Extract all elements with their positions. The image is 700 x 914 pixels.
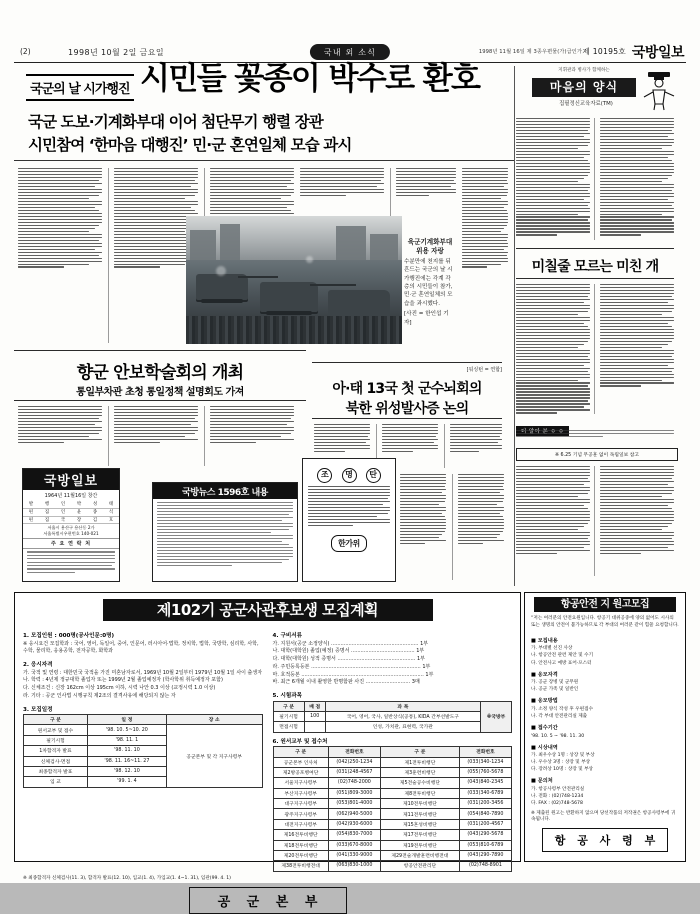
photo-tank [260,282,318,312]
masthead-row: 편 집 인 윤 종 석 [23,509,119,517]
lead-column-5 [396,168,456,220]
masthead-contacts-title: 주 요 연 락 처 [23,538,119,549]
table-cell: '98. 11. 1 [87,735,166,745]
table-cell: (033)670-8000 [328,840,380,850]
table-cell: 공군본부 및 각 지구사령부 [166,725,262,787]
rail-column-6 [600,466,674,556]
table-row [273,850,512,860]
ad-section-line: 나. 학력 : 4년제 정규대학 졸업자 또는 1999년 2월 졸업예정자 (학사학위 취득예정자 포함) [23,677,223,684]
ad-section-head: 1. 모집인원 : 000명(공사인문:0명) [23,633,115,639]
ad-section-head: 5. 시험과목 [272,693,303,699]
table-cell: (043)840-2345 [459,778,511,788]
ad-right-line: 나. 각 부대 안전관리실 제출 [531,713,588,719]
page-number: (2) [20,47,31,56]
photo-building [220,224,240,260]
table-cell: (062)940-5000 [328,809,380,819]
table-header-cell: 구 분 [380,747,459,757]
column-divider [594,284,595,414]
table-cell: 제20전투비행단 [273,850,328,860]
table-header-cell: 구 분 [273,747,328,757]
table-cell: 제3훈련비행단 [380,767,459,777]
issue-meta: 1998년 11월 16일 제 3종우편물(가)급인가 [478,49,582,55]
ad-right-footnote: ※ 제출된 원고는 반환하지 않으며 당선작품의 저작권은 항공사령부에 귀속됩니다. [531,811,676,823]
table-header-cell: 과 목 [325,701,480,711]
ad-section-line: ※ 응시요건 모집학과 : 국어, 영어, 독일어, 중어, 인문어, 러시아어·법학, 정치학, 법학, 국방학, 심리학, 사학, 수학, 물리학, 응용공학, 전자공학, 화학과 [23,640,259,655]
table-cell: 제29전술개발훈련비행전대 [380,850,459,860]
table-cell: 필기시험 [24,735,88,745]
table-row [273,840,512,850]
story-headline-hyanggun: 향군 안보학술회의 개최 [76,363,244,383]
photo-flare [216,266,226,276]
table-row [273,819,512,829]
topic-pill: 국내 외 소식 [310,44,390,60]
table-row [273,767,512,777]
table-cell: 서울지구사령부 [273,778,328,788]
table-header-row [24,715,263,725]
table-cell: 제1전투비행단 [380,757,459,767]
table-cell: 제8전투비행단 [380,788,459,798]
masthead-box [22,468,120,582]
table-cell: 광주지구사령부 [273,809,328,819]
ad-right-line: 가. 항공사령부 안전관리실 [531,786,585,792]
table-header-cell: 구 분 [24,715,88,725]
lead-rule [14,160,514,161]
ad-right-intro: “저는 여러분의 안전요원입니다. 항공기 대위공중에 양의 없어도 시사의 또는 생명의 안전이 불가능하므로 각 부대의 여러분 같이 힘쓸 요청합니다. [531,616,679,628]
table-cell: (033)340-6789 [459,788,511,798]
ad-section-line: 라. 기타 : 공군 인사법 시행규칙 제2조의 결격사유에 해당되지 않는 자 [23,692,176,699]
table-row [273,778,512,788]
aviation-safety-ad [524,592,686,862]
column-divider [390,168,391,220]
ad-right-section-head: ■ 접수기간 [531,725,558,732]
table-cell: '98. 11. 10 [87,746,166,756]
table-cell: 부산지구사령부 [273,788,328,798]
ap-column-3 [450,424,502,468]
air-force-recruitment-ad [14,592,521,910]
ad-right-title: 항공안전 지 원고모집 [534,597,676,612]
lead-photo [186,216,402,344]
table-cell: 필기시험 [273,711,304,721]
ad-section-line: 라. 주민등록등본 ..................................................................... 1부 [272,663,431,670]
table-cell: '98. 12. 10 [87,766,166,776]
ad-title: 제102기 공군사관후보생 모집계획 [103,599,433,621]
table-cell: (031)200-4567 [459,819,511,829]
lead-kicker: 국군의 날 시가행진 [26,74,134,101]
table-cell: 제38전투비행전대 [273,861,328,871]
masthead-row: 편 집 국 장 김 호 [23,517,119,525]
rail-rule [516,278,674,279]
hyanggun-column-1 [18,406,102,466]
story-headline-ap-1: 아·태 13국 첫 군수뇌회의 [332,381,482,397]
news-box [152,482,298,582]
masthead-address-2: 서울특별시우편번호 140-021 [43,531,99,537]
ad-right-line: 가. 소정 양식 작성 후 우편접수 [531,706,594,712]
table-cell: (053)810-6789 [459,840,511,850]
masthead-address-1: 서울시 용산구 용산동 2가 [47,525,95,531]
ad-right-section-head: ■ 모집내용 [531,637,558,644]
column-divider [444,424,445,468]
table-cell: (033)340-1234 [459,757,511,767]
filler-column-2 [458,474,504,580]
ad-right-line: '98. 10. 5 ~ '98. 11. 30 [531,733,585,739]
ad-right-line: 다. 안전사고 예방 표어·포스터 [531,660,592,666]
table-cell: 제10전투비행단 [380,799,459,809]
table-cell: 항공안전관리단 [380,861,459,871]
jomyeongtan-body [303,484,395,530]
table-cell: ※국방부 [481,701,512,732]
photo-flare [306,256,313,263]
table-cell: 제11전투비행단 [380,809,459,819]
ad-right-line: 다. 장려상 10명 : 상장 및 부상 [531,767,593,773]
table-cell: '98. 10. 5~10. 20 [87,725,166,735]
table-header-cell: 배 점 [304,701,325,711]
news-box-title: 국방뉴스 1596호 내용 [153,483,297,499]
table-cell: 공군본부 인사처 [273,757,328,767]
table-cell: '99. 1. 4 [87,777,166,787]
table-cell: (041)330-9000 [328,850,380,860]
table-cell: 면접시험 [273,722,304,732]
masthead-row: 발 행 인 박 성 태 [23,501,119,509]
column-divider [594,118,595,240]
asiapacific-byline: [워싱턴 = 연합] [466,367,502,373]
rail-column-5 [516,466,590,556]
table-cell: (063)830-1000 [328,861,380,871]
rail-rule [516,248,674,249]
ad-right-line: 가. 최우수상 1명 : 상장 및 부상 [531,753,595,759]
column-divider [594,466,595,576]
ad-right-line: 가. 공군 장병 및 군무원 [531,680,579,686]
photo-caption-title: 육군기계화부대 위용 자랑 [407,238,453,255]
ad-right-line: 가. 부대별 선진 사상 [531,646,573,652]
table-cell: (031)200-3456 [459,799,511,809]
table-row [273,861,512,871]
ad-right-section-head: ■ 시상내역 [531,744,558,751]
table-header-cell: 일 정 [87,715,166,725]
lead-column-1 [18,168,102,343]
column-divider [204,406,205,466]
table-cell: 제16전투비행단 [273,830,328,840]
table-cell: (054)830-7000 [328,830,380,840]
column-divider [108,168,109,343]
ad-right-line: 나. 공군 가족 및 일반인 [531,687,579,693]
maum-box-title: 마음의 양식 [532,78,636,97]
table-row [273,809,512,819]
circle-char-myeong: 명 [342,468,357,483]
table-cell: 인성, 가치관, 표현력, 국가관 [325,722,480,732]
photo-credit: [사진 = 한인섭 기자] [404,311,449,326]
paper-brand: 국방일보 [631,45,684,61]
rail-footer-lines [516,430,674,439]
table-cell: 제15혼성비행단 [380,819,459,829]
table-cell: 제18전투비행단 [273,840,328,850]
rail-footer-note: ※ 6.25 기념 무공훈 없이 독립일보 참고 [516,448,678,461]
photo-building [190,230,216,260]
ad-section-head: 6. 원서교부 및 접수처 [272,738,328,745]
photo-crowd [186,316,402,344]
photo-caption [404,238,456,327]
right-rail [514,66,686,586]
ad-section-head: 4. 구비서류 [272,633,303,639]
bottom-ads [14,592,686,910]
story-subhead-hyanggun: 통일부차관 초청 통일정책 설명회도 가져 [76,387,244,398]
table-row [273,799,512,809]
hangawi-stamp: 한가위 [331,535,367,552]
table-cell: (043)290-5678 [459,830,511,840]
ad-section-line: 가. 지원서(공군 소정양식) ....................................................... 1부 [272,640,429,647]
ad-right-section-head: ■ 응모자격 [531,671,558,678]
table-header-row [273,701,512,711]
table-cell: 신체검사·면접 [24,756,88,766]
table-cell: 최종합격자 발표 [24,766,88,776]
table-cell: (031)248-4567 [328,767,380,777]
table-cell: 국어, 영어, 국사, 일반상식(공통), KIDA 간부선발도구 [325,711,480,721]
lead-column-4 [300,168,384,220]
ad-section-line: 가. 국적 및 연령 : 대한민국 국적을 가진 미혼남자로서, 1969년 10월 2일부터 1979년 10월 1일 사이 출생자 [23,669,263,676]
hyanggun-column-3 [210,406,294,466]
masthead-contacts [23,549,119,577]
hyanggun-column-2 [114,406,198,466]
ad-right-section-head: ■ 응모방법 [531,698,558,705]
table-cell: (043)290-7890 [459,850,511,860]
table-header-row [273,747,512,757]
table-row [273,757,512,767]
table-cell: (042)250-1234 [328,757,380,767]
maum-box-caption: 집필정신교육자료(TM) [559,101,613,107]
ad-right-line: 나. 전화 : (02)748-1234 [531,794,584,800]
ad-contact-table [273,746,513,872]
ad-section-line: 마. 호적등본 ............................................................................. 1부 [272,671,434,678]
lead-column-6 [462,168,508,343]
table-header-cell: 장 소 [166,715,262,725]
ad-schedule-table [23,714,263,788]
table-cell: 100 [304,711,325,721]
rail-column-2 [600,118,674,237]
table-cell: 입 교 [24,777,88,787]
photo-caption-body: 수분만에 천지를 뒤흔드는 국군의 날 시가행진에는 각계 각층의 시민들이 참가, 민·군 혼연일체의 모습을 과시했다. [404,258,453,307]
story-headline-maddog: 미칠줄 모르는 미친 개 [531,259,659,275]
table-row [24,725,263,735]
table-cell: 제5전술공수비행단 [380,778,459,788]
masthead-founded: 1964년 11월16일 창간 [44,493,98,499]
section-rule [312,362,502,363]
table-header-cell: 전화번호 [459,747,511,757]
table-row [273,788,512,798]
table-cell: (053)801-4000 [328,799,380,809]
table-cell: '98. 11. 16~11. 27 [87,756,166,766]
ad-signature: 공 군 본 부 [189,887,347,914]
ad-exam-table [273,701,513,733]
photo-tank-barrel [238,276,278,278]
table-row [273,711,512,721]
table-cell: (054)840-7890 [459,809,511,819]
news-box-body [153,499,297,571]
lead-subhead-1: 국군 도보·기계화부대 이어 첨단무기 행렬 장관 [28,113,323,131]
table-cell: (02)748-8901 [459,861,511,871]
column-divider [452,474,453,580]
ad-section-line: 다. 신체조건 : 신장 162cm 이상 195cm 이하, 시력 나안 0.3 이상 (교정시력 1.0 이상) [23,685,216,691]
circle-char-tan: 탄 [366,468,381,483]
photo-building [370,234,398,260]
maum-top-note: 지휘관과 병사가 함께하는 [558,68,610,73]
table-cell: 제19전투비행단 [380,840,459,850]
rail-column-4 [600,284,674,388]
table-cell: 원서교부 및 접수 [24,725,88,735]
table-cell [304,722,325,732]
teacher-illustration-icon [634,70,680,110]
story-headline-ap-2: 북한 위성발사증 논의 [345,401,469,417]
table-cell: (055)760-5678 [459,767,511,777]
ad-footnote: ※ 최종합격자 신체검사(11. 3), 합격자 발표(12. 10), 입교(1. 4), 가입교(1. 4~1. 31), 임관(99. 4. 1) [23,875,231,881]
section-rule [312,418,502,419]
ad-right-line: 나. 우수상 3명 : 상장 및 부상 [531,760,591,766]
ad-section-head: 3. 모집일정 [23,706,53,713]
table-cell: 대전지구사령부 [273,819,328,829]
circle-char-jo: 조 [317,468,332,483]
table-cell: (02)748-2000 [328,778,380,788]
ad-section-head: 2. 응시자격 [23,662,53,668]
ad-right-line: 나. 항공안전 관련 제안 및 수기 [531,653,594,659]
table-cell: 대구지구사령부 [273,799,328,809]
table-header-cell: 구 분 [273,701,304,711]
rail-column-1 [516,118,590,237]
table-cell: (042)930-6000 [328,819,380,829]
table-header-cell: 전화번호 [328,747,380,757]
ad-right-line: 다. FAX : (02)748-5678 [531,801,583,807]
rail-column-3 [516,284,590,415]
section-rule [14,400,306,401]
lead-headline: 시민들 꽃종이 박수로 환호 [140,61,480,97]
dateline: 1998년 10월 2일 금요일 [68,48,165,57]
table-row [273,722,512,732]
ad-section-line: 나. 대학(대학원) 졸업(예정) 증명서 ........................................ 1부 [272,648,425,655]
lead-subhead-2: 시민참여 ‘한마음 대행진’ 민·군 혼연일체 모습 과시 [28,136,352,154]
jomyeongtan-box [302,458,396,582]
ad-right-section-head: ■ 문의처 [531,778,553,785]
masthead-box-title: 국방일보 [23,469,119,490]
jomyeongtan-chars [303,459,395,484]
ad-section-line: 바. 최근 6개월 이내 촬영한 반명함판 사진 ............................ 3매 [272,679,420,686]
filler-column-1 [400,474,446,580]
table-cell: (051)809-3000 [328,788,380,798]
table-row [273,830,512,840]
section-rule [14,350,306,351]
photo-building [336,226,366,260]
issue-number: 제 10195호 [582,47,626,56]
column-divider [108,406,109,466]
ad-section-line: 다. 대학(대학원) 성적 증명서 ................................................. 1부 [272,656,425,662]
table-cell: 제2방공포병여단 [273,767,328,777]
table-cell: 제17전투비행단 [380,830,459,840]
photo-tank-barrel [310,284,356,286]
ad-right-signature: 항 공 사 령 부 [542,828,668,852]
table-cell: 1차합격자 발표 [24,746,88,756]
